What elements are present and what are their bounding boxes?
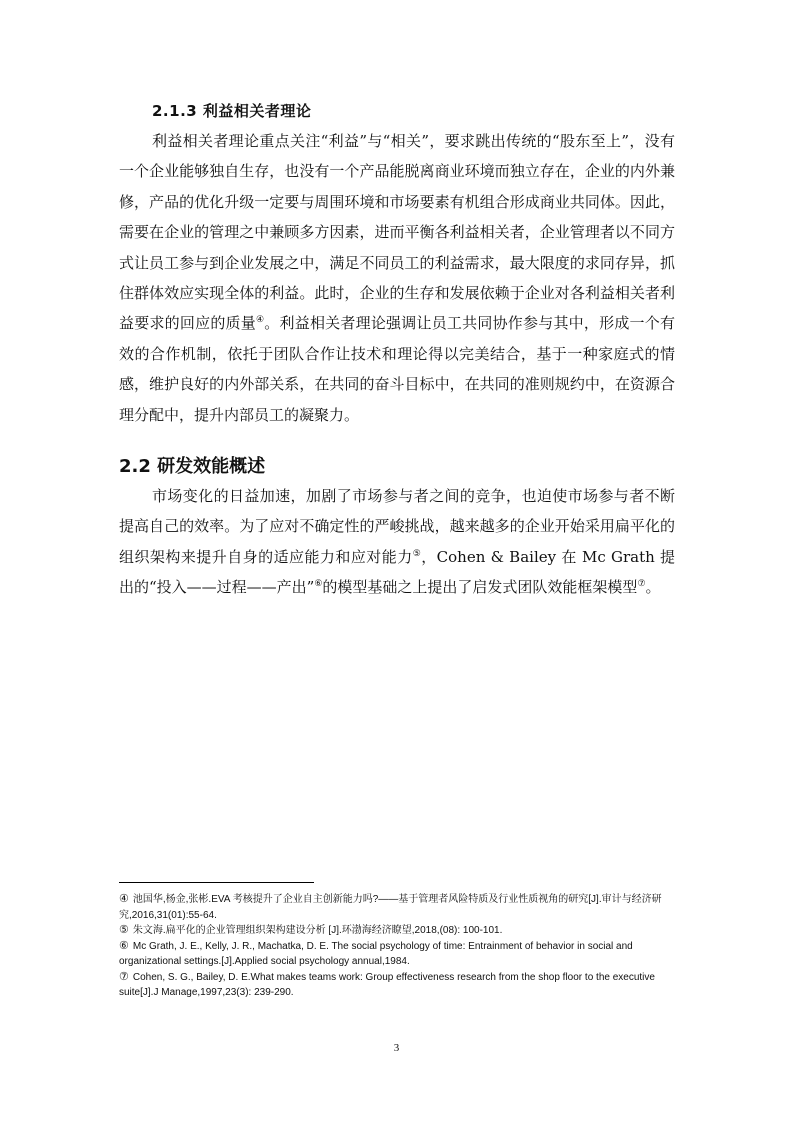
paragraph-text: 利益相关者理论重点关注“利益”与“相关”，要求跳出传统的“股东至上”，没有一个企业能够独自生存，也没有一个产品能脱离商业环境而独立存在，企业的内外兼修，产品的优化升级一定要与周围环境和市场要素有机组合形成商业共同体。因此，需要在企业的管理之中兼顾多方因素，进而平衡各利益相关者，企业管理者以不同方式让员工参与到企业发展之中，满足不同员工的利益需求，最大限度的求同存异，抓住群体效应实现全体的利益。此时，企业的生存和发展依赖于企业对各利益相关者利益要求的回应的质量 (119, 132, 675, 333)
footnote-text: Cohen, S. G., Bailey, D. E.What makes teams work: Group effectiveness research from the shop floor to the executive suite[J].J Manage,1997,23(3): 239-290. (119, 971, 655, 998)
footnote-4 (119, 892, 679, 923)
section-heading-2-1-3: 2.1.3 利益相关者理论 (152, 102, 312, 120)
footnote-5 (119, 923, 679, 939)
paragraph-text: 的模型基础之上提出了启发式团队效能框架模型 (322, 578, 638, 597)
footnote-7 (119, 970, 679, 1001)
paragraph-text: 。 (645, 578, 661, 597)
paragraph-stakeholder-theory (119, 126, 675, 430)
footnote-ref-7[interactable]: ⑦ (637, 579, 646, 590)
footnote-separator (119, 882, 314, 883)
footnote-ref-4[interactable]: ④ (255, 315, 265, 326)
paragraph-text: ，Cohen & Bailey 在 Mc Grath 提出的“投入——过程——产出” (119, 547, 675, 597)
footnote-marker: ⑦ (119, 970, 129, 983)
footnote-marker: ④ (119, 893, 129, 905)
footnote-ref-5[interactable]: ⑤ (412, 548, 422, 559)
footnote-text: Mc Grath, J. E., Kelly, J. R., Machatka, D. E. The social psychology of time: Entrainment of behavior in social and organizational settings.[J].Applied social psychology annual,1984. (119, 940, 633, 967)
paragraph-text: 市场变化的日益加速，加剧了市场参与者之间的竞争，也迫使市场参与者不断提高自己的效率。为了应对不确定性的严峻挑战，越来越多的企业开始采用扁平化的组织架构来提升自身的适应能力和应对能力 (119, 487, 675, 566)
footnote-text: 朱文海.扁平化的企业管理组织架构建设分析 [J].环渤海经济瞭望,2018,(08): 100-101. (132, 925, 503, 936)
footnote-text: 池国华,杨金,张彬.EVA 考核提升了企业自主创新能力吗?——基于管理者风险特质及行业性质视角的研究[J].审计与经济研究,2016,31(01):55-64. (119, 894, 662, 921)
section-heading-2-2: 2.2 研发效能概述 (119, 456, 266, 477)
footnote-marker: ⑥ (119, 939, 129, 952)
paragraph-rd-efficiency (119, 481, 675, 603)
paragraph-text: 。利益相关者理论强调让员工共同协作参与其中，形成一个有效的合作机制，依托于团队合作让技术和理论得以完美结合，基于一种家庭式的情感，维护良好的内外部关系，在共同的奋斗目标中，在共同的准则规约中，在资源合理分配中，提升内部员工的凝聚力。 (119, 314, 675, 424)
footnote-ref-6[interactable]: ⑥ (314, 579, 323, 590)
footnotes (119, 892, 679, 1001)
footnote-6 (119, 939, 679, 970)
page-number: 3 (393, 1042, 400, 1054)
footnote-marker: ⑤ (119, 924, 129, 936)
